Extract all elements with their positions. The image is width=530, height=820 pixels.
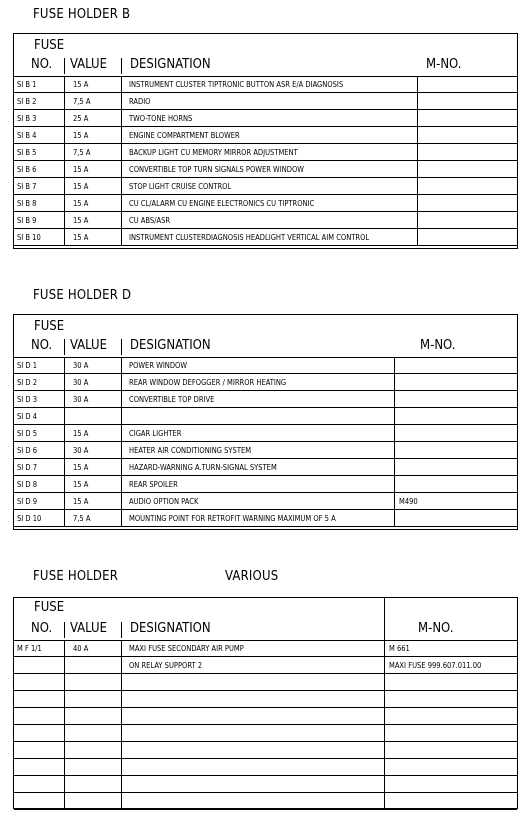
header-mno: M-NO. xyxy=(420,338,456,353)
header-mno: M-NO. xyxy=(426,57,462,72)
fuse-value: 30 A xyxy=(73,445,89,455)
table-row xyxy=(14,759,517,776)
fuse-number: SI B 10 xyxy=(17,232,41,242)
fuse-number xyxy=(17,759,63,775)
fuse-value xyxy=(73,657,119,673)
fuse-value xyxy=(73,708,119,724)
table-row xyxy=(14,357,517,374)
fuse-number: SI B 9 xyxy=(17,215,37,225)
fuse-mno xyxy=(399,408,516,424)
column-divider xyxy=(384,640,385,810)
fuse-mno xyxy=(389,691,516,707)
fuse-value: 15 A xyxy=(73,479,89,489)
table-row xyxy=(14,408,517,425)
fuse-value xyxy=(73,793,119,809)
fuse-mno xyxy=(399,510,516,526)
header-designation: DESIGNATION xyxy=(130,338,211,353)
fuse-value: 7,5 A xyxy=(73,147,91,157)
fuse-designation: ON RELAY SUPPORT 2 xyxy=(129,660,203,670)
header-fuse: FUSE xyxy=(34,38,65,53)
fuse-mno xyxy=(422,195,516,211)
fuse-number: SI B 7 xyxy=(17,181,37,191)
fuse-number xyxy=(17,793,63,809)
fuse-number xyxy=(17,725,63,741)
table-row xyxy=(14,657,517,674)
fuse-value: 30 A xyxy=(73,377,89,387)
fuse-number: SI D 2 xyxy=(17,377,38,387)
fuse-number xyxy=(17,742,63,758)
fuse-value: 30 A xyxy=(73,360,89,370)
header-designation: DESIGNATION xyxy=(130,621,211,636)
fuse-mno: MAXI FUSE 999.607.011.00 xyxy=(389,660,482,670)
table-row xyxy=(14,127,517,144)
table-row xyxy=(14,459,517,476)
column-divider xyxy=(64,76,65,246)
header-designation: DESIGNATION xyxy=(130,57,211,72)
table-row xyxy=(14,793,517,810)
fuse-number xyxy=(17,776,63,792)
fuse-value: 15 A xyxy=(73,428,89,438)
header-fuse: FUSE xyxy=(34,319,65,334)
fuse-designation: RADIO xyxy=(129,96,151,106)
fuse-number: SI D 4 xyxy=(17,411,38,421)
header-value: VALUE xyxy=(70,57,107,72)
header-mno: M-NO. xyxy=(418,621,454,636)
fuse-value xyxy=(73,691,119,707)
table-header xyxy=(14,598,517,641)
fuse-number xyxy=(17,657,63,673)
fuse-number xyxy=(17,674,63,690)
fuse-designation xyxy=(129,776,381,792)
fuse-mno xyxy=(399,391,516,407)
fuse-number: SI B 5 xyxy=(17,147,37,157)
table-row xyxy=(14,144,517,161)
fuse-designation: STOP LIGHT CRUISE CONTROL xyxy=(129,181,232,191)
table-row xyxy=(14,178,517,195)
fuse-mno xyxy=(389,776,516,792)
table-row xyxy=(14,374,517,391)
fuse-designation: ENGINE COMPARTMENT BLOWER xyxy=(129,130,240,140)
fuse-number: SI D 3 xyxy=(17,394,38,404)
fuse-value: 40 A xyxy=(73,643,89,653)
fuse-mno: M 661 xyxy=(389,643,410,653)
fuse-designation xyxy=(129,725,381,741)
fuse-number: SI B 2 xyxy=(17,96,37,106)
table-row xyxy=(14,493,517,510)
table-row xyxy=(14,212,517,229)
fuse-designation: INSTRUMENT CLUSTERDIAGNOSIS HEADLIGHT VERTICAL AIM CONTROL xyxy=(129,232,370,242)
fuse-mno xyxy=(389,742,516,758)
fuse-holder-b-table xyxy=(13,33,518,249)
table-row xyxy=(14,476,517,493)
fuse-mno xyxy=(399,425,516,441)
fuse-mno xyxy=(422,178,516,194)
fuse-mno xyxy=(399,442,516,458)
fuse-mno xyxy=(422,110,516,126)
fuse-designation xyxy=(129,408,391,424)
column-divider xyxy=(417,76,418,246)
fuse-mno xyxy=(399,374,516,390)
fuse-designation: INSTRUMENT CLUSTER TIPTRONIC BUTTON ASR E/A DIAGNOSIS xyxy=(129,79,344,89)
fuse-value: 25 A xyxy=(73,113,89,123)
fuse-value: 15 A xyxy=(73,181,89,191)
fuse-designation: POWER WINDOW xyxy=(129,360,188,370)
table-header xyxy=(14,315,517,358)
fuse-designation: CIGAR LIGHTER xyxy=(129,428,182,438)
fuse-designation xyxy=(129,674,381,690)
table-row xyxy=(14,195,517,212)
fuse-number: SI B 3 xyxy=(17,113,37,123)
fuse-designation xyxy=(129,742,381,758)
fuse-value: 15 A xyxy=(73,198,89,208)
fuse-number: SI B 1 xyxy=(17,79,37,89)
fuse-number: SI D 7 xyxy=(17,462,38,472)
fuse-value xyxy=(73,776,119,792)
fuse-number: SI D 9 xyxy=(17,496,38,506)
fuse-holder-b-title: FUSE HOLDER B xyxy=(33,7,131,22)
fuse-mno xyxy=(399,459,516,475)
column-divider xyxy=(64,640,65,810)
fuse-designation: MOUNTING POINT FOR RETROFIT WARNING MAXIMUM OF 5 A xyxy=(129,513,336,523)
table-row xyxy=(14,425,517,442)
fuse-designation: TWO-TONE HORNS xyxy=(129,113,193,123)
fuse-number xyxy=(17,708,63,724)
table-row xyxy=(14,742,517,759)
fuse-number: SI B 4 xyxy=(17,130,37,140)
fuse-value xyxy=(73,674,119,690)
fuse-designation xyxy=(129,708,381,724)
fuse-number: SI D 8 xyxy=(17,479,38,489)
fuse-designation: HEATER AIR CONDITIONING SYSTEM xyxy=(129,445,252,455)
table-row xyxy=(14,161,517,178)
column-divider xyxy=(394,357,395,527)
fuse-value: 30 A xyxy=(73,394,89,404)
fuse-designation: REAR WINDOW DEFOGGER / MIRROR HEATING xyxy=(129,377,287,387)
fuse-value: 15 A xyxy=(73,232,89,242)
fuse-number: SI B 6 xyxy=(17,164,37,174)
fuse-value: 7,5 A xyxy=(73,513,91,523)
fuse-mno xyxy=(389,708,516,724)
table-row xyxy=(14,391,517,408)
table-header xyxy=(14,34,517,77)
fuse-number: SI D 5 xyxy=(17,428,38,438)
table-row xyxy=(14,93,517,110)
fuse-mno xyxy=(399,357,516,373)
table-row xyxy=(14,691,517,708)
fuse-value xyxy=(73,759,119,775)
fuse-mno xyxy=(389,725,516,741)
fuse-number xyxy=(17,691,63,707)
fuse-mno xyxy=(422,93,516,109)
fuse-designation: HAZARD-WARNING A.TURN-SIGNAL SYSTEM xyxy=(129,462,277,472)
fuse-mno xyxy=(399,476,516,492)
fuse-mno: M490 xyxy=(399,496,418,506)
fuse-number: SI B 8 xyxy=(17,198,37,208)
header-no: NO. xyxy=(31,57,53,72)
fuse-value: 15 A xyxy=(73,164,89,174)
fuse-number: SI D 10 xyxy=(17,513,42,523)
fuse-value: 15 A xyxy=(73,79,89,89)
fuse-designation xyxy=(129,691,381,707)
fuse-value xyxy=(73,742,119,758)
table-row xyxy=(14,510,517,527)
fuse-designation xyxy=(129,793,381,809)
fuse-value xyxy=(73,408,119,424)
table-row xyxy=(14,110,517,127)
fuse-number: M F 1/1 xyxy=(17,643,42,653)
fuse-value: 15 A xyxy=(73,462,89,472)
fuse-designation: CONVERTIBLE TOP DRIVE xyxy=(129,394,215,404)
table-row xyxy=(14,442,517,459)
fuse-value: 15 A xyxy=(73,215,89,225)
fuse-holder-various-subtitle: VARIOUS xyxy=(225,569,279,584)
table-row xyxy=(14,229,517,246)
fuse-mno xyxy=(422,144,516,160)
table-row xyxy=(14,76,517,93)
table-row xyxy=(14,708,517,725)
fuse-designation: REAR SPOILER xyxy=(129,479,178,489)
fuse-designation: CU CL/ALARM CU ENGINE ELECTRONICS CU TIPTRONIC xyxy=(129,198,315,208)
column-divider xyxy=(64,357,65,527)
fuse-value: 7,5 A xyxy=(73,96,91,106)
fuse-designation: MAXI FUSE SECONDARY AIR PUMP xyxy=(129,643,244,653)
fuse-mno xyxy=(422,127,516,143)
fuse-mno xyxy=(422,161,516,177)
fuse-mno xyxy=(389,759,516,775)
header-fuse: FUSE xyxy=(34,600,65,615)
table-row xyxy=(14,640,517,657)
table-row xyxy=(14,776,517,793)
fuse-holder-various-title: FUSE HOLDER xyxy=(33,569,119,584)
fuse-value xyxy=(73,725,119,741)
header-value: VALUE xyxy=(70,338,107,353)
header-no: NO. xyxy=(31,338,53,353)
fuse-designation: AUDIO OPTION PACK xyxy=(129,496,199,506)
fuse-designation xyxy=(129,759,381,775)
table-row xyxy=(14,674,517,691)
fuse-mno xyxy=(389,674,516,690)
fuse-holder-d-table xyxy=(13,314,518,530)
fuse-designation: CU ABS/ASR xyxy=(129,215,171,225)
column-divider xyxy=(121,640,122,810)
fuse-mno xyxy=(389,793,516,809)
fuse-mno xyxy=(422,229,516,245)
header-no: NO. xyxy=(31,621,53,636)
fuse-value: 15 A xyxy=(73,496,89,506)
fuse-number: SI D 1 xyxy=(17,360,38,370)
column-divider xyxy=(121,357,122,527)
header-value: VALUE xyxy=(70,621,107,636)
fuse-value: 15 A xyxy=(73,130,89,140)
fuse-mno xyxy=(422,212,516,228)
fuse-holder-d-title: FUSE HOLDER D xyxy=(33,288,132,303)
fuse-number: SI D 6 xyxy=(17,445,38,455)
fuse-designation: BACKUP LIGHT CU MEMORY MIRROR ADJUSTMENT xyxy=(129,147,298,157)
table-row xyxy=(14,725,517,742)
column-divider xyxy=(121,76,122,246)
fuse-designation: CONVERTIBLE TOP TURN SIGNALS POWER WINDOW xyxy=(129,164,304,174)
fuse-holder-various-table xyxy=(13,597,518,809)
fuse-mno xyxy=(422,76,516,92)
